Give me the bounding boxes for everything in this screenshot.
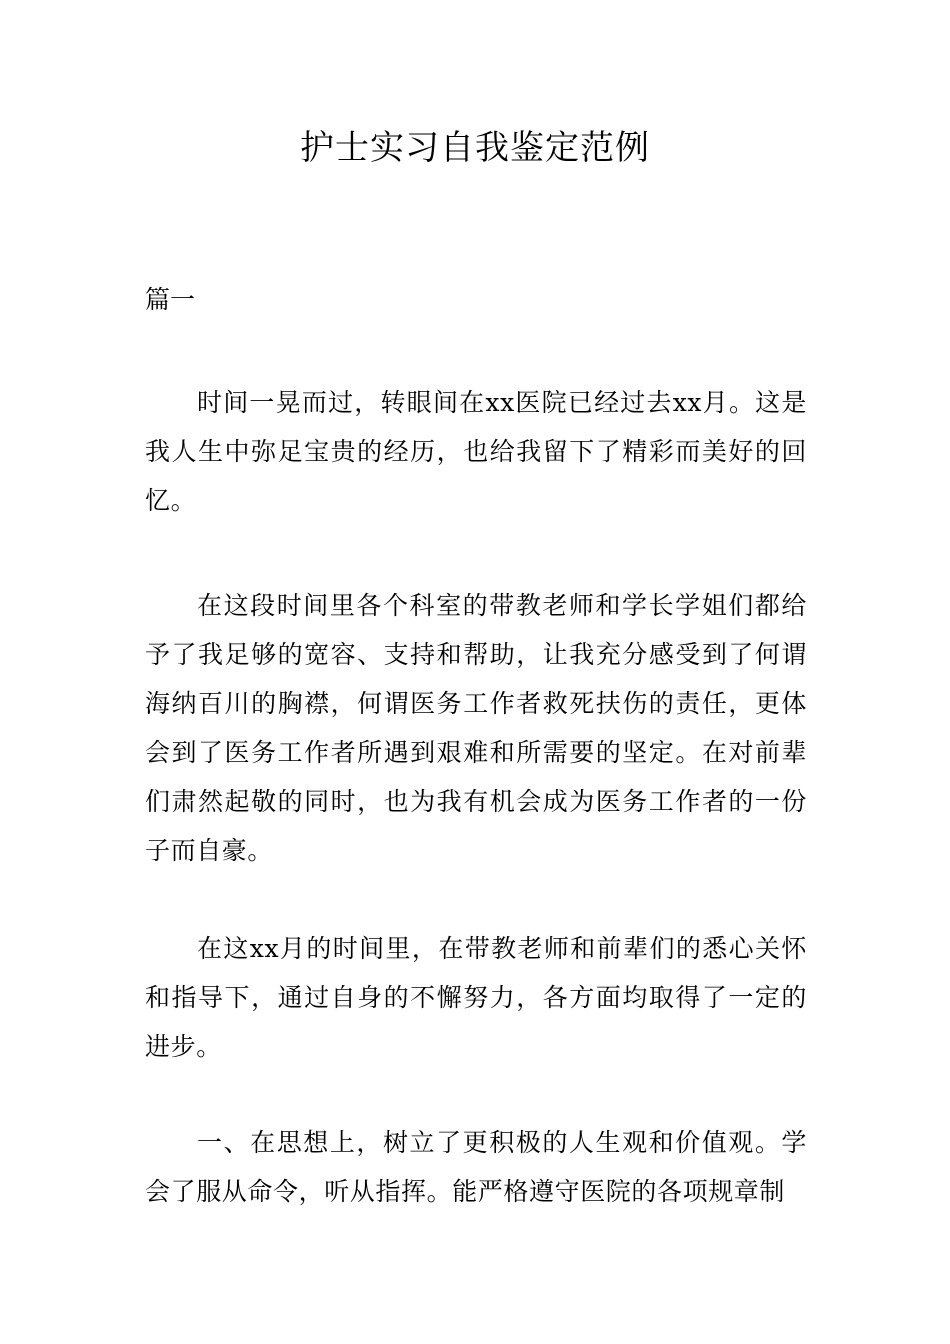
- paragraph-2: 在这段时间里各个科室的带教老师和学长学姐们都给予了我足够的宽容、支持和帮助，让我充分感受到了何谓海纳百川的胸襟，何谓医务工作者救死扶伤的责任，更体会到了医务工作者所遇到艰难和所需要的坚定。在对前辈们肃然起敬的同时，也为我有机会成为医务工作者的一份子而自豪。: [145, 591, 807, 865]
- paragraph-1: 时间一晃而过，转眼间在xx医院已经过去xx月。这是我人生中弥足宝贵的经历，也给我留下了精彩而美好的回忆。: [145, 388, 807, 515]
- document-title: 护士实习自我鉴定范例: [300, 128, 650, 168]
- section-label: 篇一: [145, 285, 196, 314]
- paragraph-4: 一、在思想上，树立了更积极的人生观和价值观。学会了服从命令，听从指挥。能严格遵守医院的各项规章制: [145, 1128, 807, 1206]
- paragraph-3: 在这xx月的时间里，在带教老师和前辈们的悉心关怀和指导下，通过自身的不懈努力，各方面均取得了一定的进步。: [145, 934, 807, 1061]
